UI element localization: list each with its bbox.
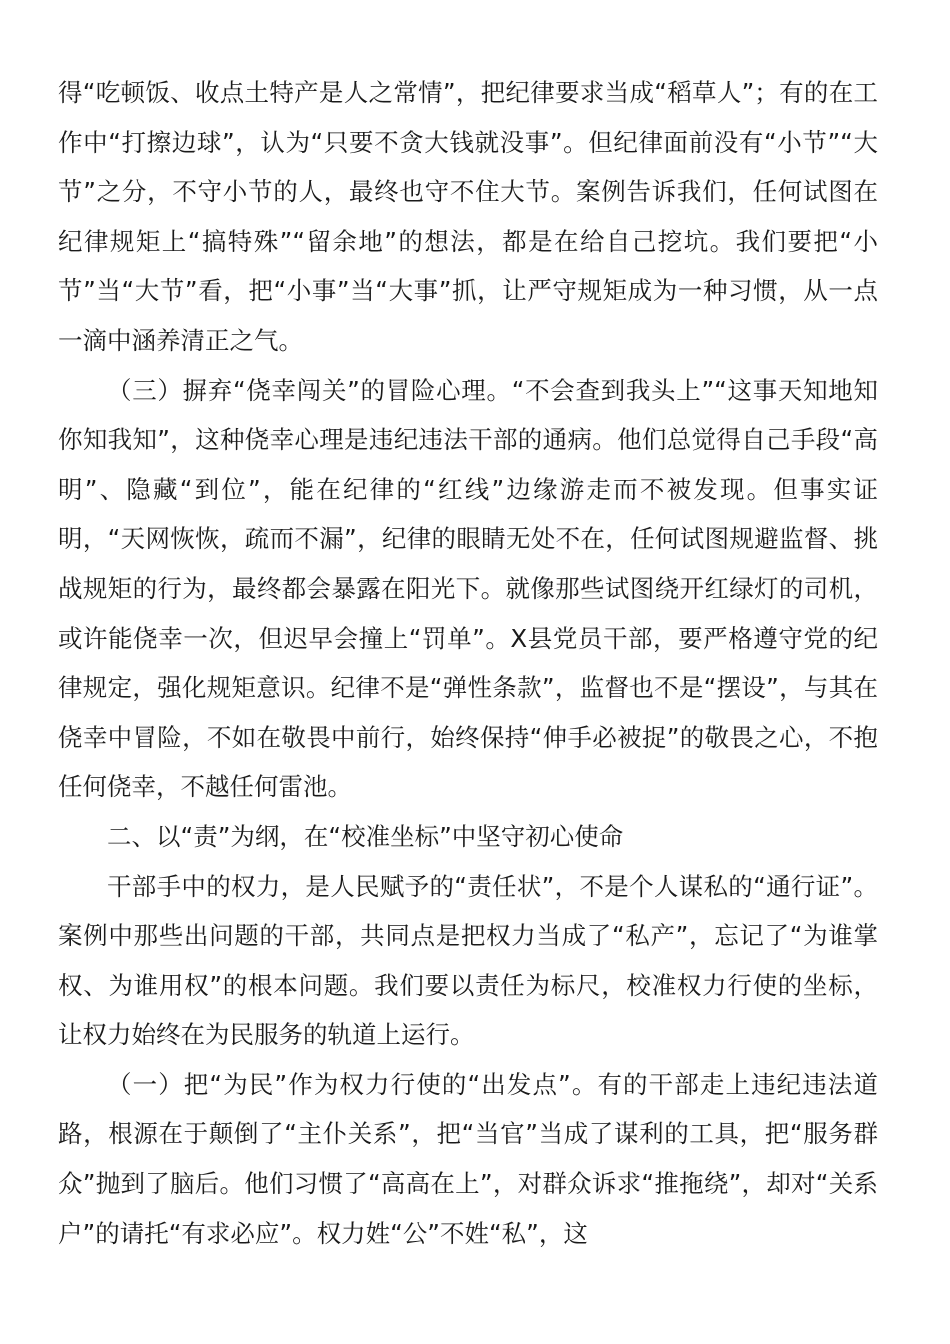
- section-heading-two: 二、以“责”为纲，在“校准坐标”中坚守初心使命: [107, 821, 624, 851]
- paragraph-continuation: 得“吃顿饭、收点土特产是人之常情”，把纪律要求当成“稻草人”；有的在工作中“打擦边球”，认为“只要不贪大钱就没事”。但纪律面前没有“小节”“大节”之分，不守小节的人，最终也守不住大节。案例告诉我们，任何试图在纪律规矩上“搞特殊”“留余地”的想法，都是在给自己挖坑。我们要把“小节”当“大节”看，把“小事”当“大事”抓，让严守规矩成为一种习惯，从一点一滴中涵养清正之气。: [58, 78, 878, 355]
- paragraph-body: 干部手中的权力，是人民赋予的“责任状”，不是个人谋私的“通行证”。案例中那些出问题的干部，共同点是把权力当成了“私产”，忘记了“为谁掌权、为谁用权”的根本问题。我们要以责任为标尺，校准权力行使的坐标，让权力始终在为民服务的轨道上运行。: [58, 871, 878, 1050]
- paragraph-subsection-one: （一）把“为民”作为权力行使的“出发点”。有的干部走上违纪违法道路，根源在于颠倒了“主仆关系”，把“当官”当成了谋利的工具，把“服务群众”抛到了脑后。他们习惯了“高高在上”，对群众诉求“推拖绕”，却对“关系户”的请托“有求必应”。权力姓“公”不姓“私”，这: [58, 1069, 878, 1248]
- document-body: [58, 68, 878, 1258]
- paragraph-subsection-three: （三）摒弃“侥幸闯关”的冒险心理。“不会查到我头上”“这事天知地知你知我知”，这种侥幸心理是违纪违法干部的通病。他们总觉得自己手段“高明”、隐藏“到位”，能在纪律的“红线”边缘游走而不被发现。但事实证明，“天网恢恢，疏而不漏”，纪律的眼睛无处不在，任何试图规避监督、挑战规矩的行为，最终都会暴露在阳光下。就像那些试图绕开红绿灯的司机，或许能侥幸一次，但迟早会撞上“罚单”。X县党员干部，要严格遵守党的纪律规定，强化规矩意识。纪律不是“弹性条款”，监督也不是“摆设”，与其在侥幸中冒险，不如在敬畏中前行，始终保持“伸手必被捉”的敬畏之心，不抱任何侥幸，不越任何雷池。: [58, 375, 878, 802]
